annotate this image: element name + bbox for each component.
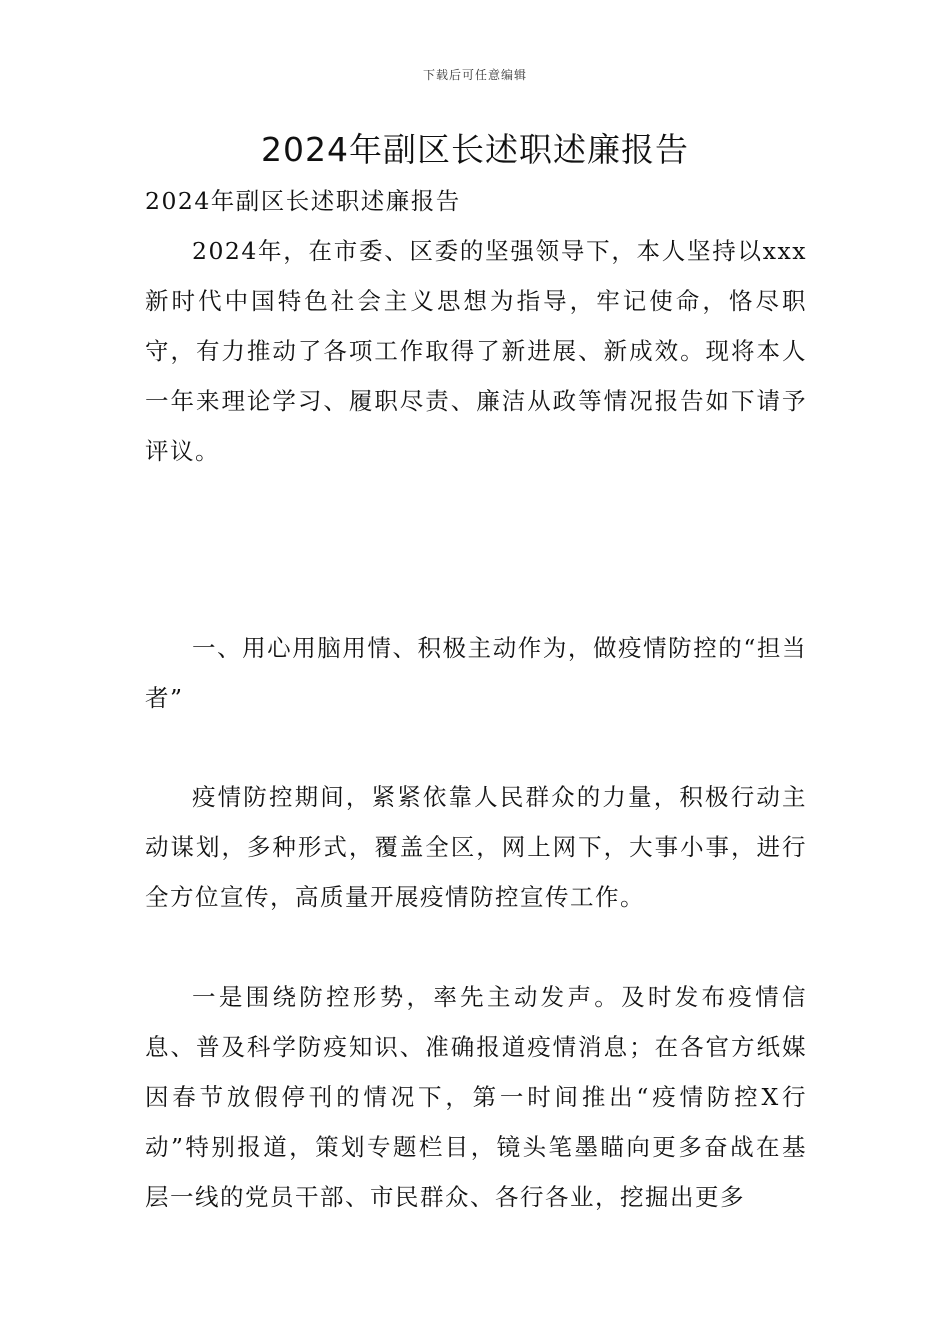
paragraph-intro: 2024年，在市委、区委的坚强领导下，本人坚持以xxx新时代中国特色社会主义思想为指导，牢记使命，恪尽职守，有力推动了各项工作取得了新进展、新成效。现将本人一年来理论学习、履职尽责、廉洁从政等情况报告如下请予评议。: [145, 237, 807, 465]
paragraph-epidemic: 疫情防控期间，紧紧依靠人民群众的力量，积极行动主动谋划，多种形式，覆盖全区，网上网下，大事小事，进行全方位宣传，高质量开展疫情防控宣传工作。: [145, 783, 807, 911]
section-heading-1: 一、用心用脑用情、积极主动作为，做疫情防控的“担当者”: [145, 634, 807, 712]
paragraph-first-point: 一是围绕防控形势，率先主动发声。及时发布疫情信息、普及科学防疫知识、准确报道疫情消息；在各官方纸媒因春节放假停刊的情况下，第一时间推出“疫情防控X行动”特别报道，策划专题栏目，镜头笔墨瞄向更多奋战在基层一线的党员干部、市民群众、各行各业，挖掘出更多: [145, 983, 807, 1211]
document-title: 2024年副区长述职述廉报告: [261, 130, 689, 169]
header-note: 下载后可任意编辑: [422, 68, 527, 82]
document-subtitle: 2024年副区长述职述廉报告: [145, 187, 461, 215]
